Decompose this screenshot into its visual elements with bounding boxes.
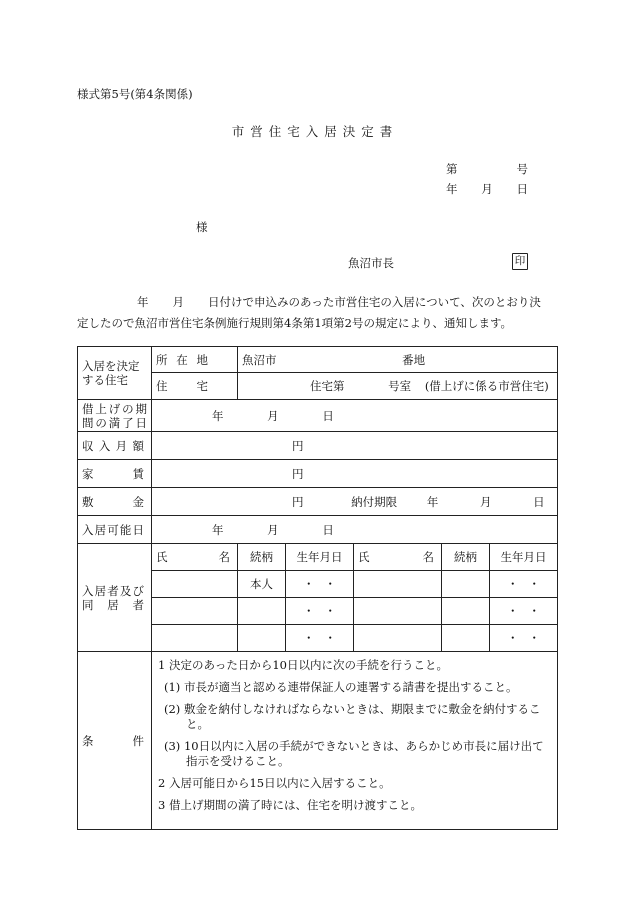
resident-relation-3 — [238, 625, 286, 652]
location-label: 所在地 — [152, 347, 238, 373]
resident-relation-1: 本人 — [238, 571, 286, 598]
intro-year: 年 — [137, 295, 149, 309]
document-title: 市営住宅入居決定書 — [231, 124, 399, 139]
lease-end-value: 年 月 日 — [152, 400, 558, 432]
condition-item: 3 借上げ期間の満了時には、住宅を明け渡すこと。 — [158, 798, 422, 812]
document-number — [446, 161, 528, 177]
issue-year: 年 — [446, 182, 458, 196]
col-relation-header: 続柄 — [238, 544, 286, 571]
issue-day: 日 — [516, 182, 528, 196]
rent-label: 家賃 — [78, 460, 152, 488]
condition-item: 2 入居可能日から15日以内に入居すること。 — [158, 776, 391, 790]
resident-name-5 — [354, 598, 442, 625]
deposit-label: 敷金 — [78, 488, 152, 516]
condition-item: (2) 敷金を納付しなければならないときは、期限までに敷金を納付すること。 — [164, 702, 541, 731]
lease-end-label: 借上げの期間の満了日 — [78, 400, 152, 432]
intro-line2: 定したので魚沼市営住宅条例施行規則第4条第1項第2号の規定により、通知します。 — [77, 316, 513, 330]
col-name-header: 氏名 — [152, 544, 238, 571]
resident-birth-5: ・・ — [490, 598, 558, 625]
resident-birth-3: ・・ — [286, 625, 354, 652]
condition-item: (3) 10日以内に入居の手続ができないときは、あらかじめ市長に届け出て指示を受けること。 — [164, 739, 544, 768]
col-birth-header: 生年月日 — [286, 544, 354, 571]
col-name-header-2: 氏名 — [354, 544, 442, 571]
issue-date — [446, 181, 528, 197]
rent-value: 円 — [152, 460, 558, 488]
decision-table — [77, 346, 558, 830]
resident-name-2 — [152, 598, 238, 625]
intro-paragraph — [77, 292, 563, 334]
resident-relation-2 — [238, 598, 286, 625]
dwelling-value: 住宅第 号室 (借上げに係る市営住宅) — [238, 373, 558, 400]
resident-relation-5 — [442, 598, 490, 625]
resident-birth-2: ・・ — [286, 598, 354, 625]
seal-mark: 印 — [512, 253, 528, 270]
move-in-value: 年 月 日 — [152, 516, 558, 544]
condition-item: 1 決定のあった日から10日以内に次の手続を行うこと。 — [158, 658, 448, 672]
resident-name-4 — [354, 571, 442, 598]
move-in-label: 入居可能日 — [78, 516, 152, 544]
resident-name-6 — [354, 625, 442, 652]
form-id: 様式第5号(第4条関係) — [77, 87, 193, 101]
location-value: 魚沼市 番地 — [238, 347, 558, 373]
condition-item: (1) 市長が適当と認める連帯保証人の連署する請書を提出すること。 — [164, 680, 518, 694]
resident-relation-6 — [442, 625, 490, 652]
resident-birth-4: ・・ — [490, 571, 558, 598]
dwelling-label: 住宅 — [152, 373, 238, 400]
doc-no-suffix: 号 — [516, 162, 528, 176]
resident-birth-6: ・・ — [490, 625, 558, 652]
col-relation-header-2: 続柄 — [442, 544, 490, 571]
intro-line1: 日付けで申込みのあった市営住宅の入居について、次のとおり決 — [208, 295, 541, 309]
resident-birth-1: ・・ — [286, 571, 354, 598]
resident-name-3 — [152, 625, 238, 652]
issue-month: 月 — [481, 182, 493, 196]
addressee-suffix: 様 — [196, 220, 208, 234]
income-label: 収入月額 — [78, 432, 152, 460]
income-value: 円 — [152, 432, 558, 460]
intro-month: 月 — [172, 295, 184, 309]
doc-no-prefix: 第 — [446, 162, 458, 176]
conditions-list — [152, 652, 558, 830]
deposit-value: 円 納付期限 年 月 日 — [152, 488, 558, 516]
issuer: 魚沼市長 — [348, 256, 394, 270]
resident-name-1 — [152, 571, 238, 598]
housing-label: 入居を決定する住宅 — [78, 347, 152, 400]
conditions-label: 条件 — [78, 652, 152, 830]
col-birth-header-2: 生年月日 — [490, 544, 558, 571]
resident-relation-4 — [442, 571, 490, 598]
residents-label: 入居者及び 同 居 者 — [78, 544, 152, 652]
